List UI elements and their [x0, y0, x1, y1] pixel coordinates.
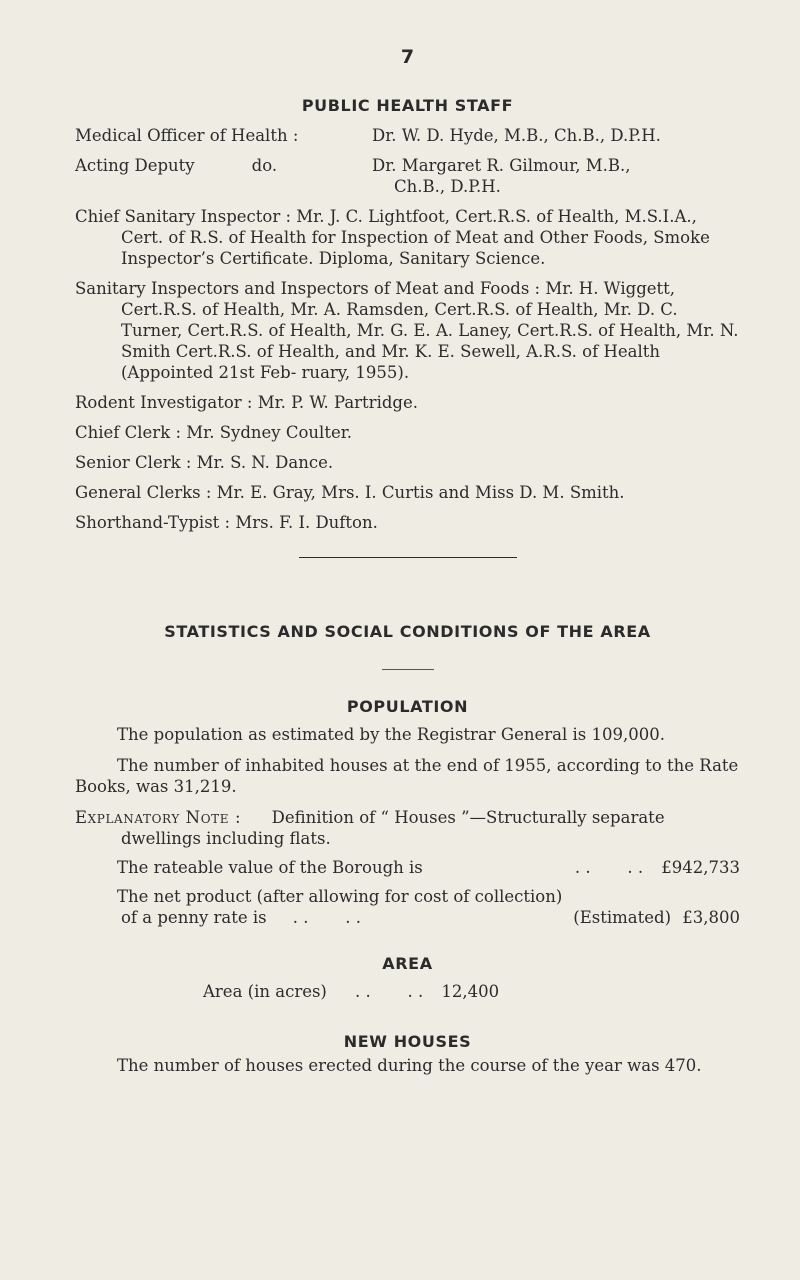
- explanatory-note-label: Explanatory Note :: [75, 808, 242, 827]
- deputy-label: Acting Deputy: [75, 156, 195, 175]
- sanitary-inspectors: Sanitary Inspectors and Inspectors of Meat and Foods : Mr. H. Wiggett, Cert.R.S. of Health, Mr. A. Ramsden, Cert.R.S. of Health, Mr. D. C. Turner, Cert.R.S. of Health, Mr. G. E. A. Laney, Cert.R.S. of Health, Mr. N. Smith Cert.R.S. of Health, and Mr. K. E. Sewell, A.R.S. of Health (Appointed 21st Feb- ruary, 1955).: [75, 279, 739, 382]
- explanatory-note-text: Definition of “ Houses ”—Structurally separate dwellings including flats.: [121, 808, 665, 848]
- rodent-investigator: Rodent Investigator : Mr. P. W. Partridge.: [75, 393, 418, 412]
- moh-row: [75, 125, 740, 146]
- deputy-value: [372, 155, 740, 197]
- new-houses-text: The number of houses erected during the course of the year was 470.: [117, 1056, 702, 1075]
- deputy-value-line1: Dr. Margaret R. Gilmour, M.B.,: [372, 156, 631, 175]
- rateable-value-amount: £942,733: [661, 858, 740, 877]
- net-product-right: [573, 907, 740, 928]
- area-heading: AREA: [382, 954, 433, 973]
- senior-clerk: Senior Clerk : Mr. S. N. Dance.: [75, 453, 334, 472]
- deputy-ditto: do.: [251, 156, 278, 175]
- deputy-row: [75, 155, 740, 197]
- net-product-label-text: of a penny rate is: [121, 908, 267, 927]
- net-product-row: [75, 907, 740, 928]
- chief-clerk: Chief Clerk : Mr. Sydney Coulter.: [75, 423, 353, 442]
- new-houses-heading: NEW HOUSES: [343, 1032, 472, 1051]
- population-heading: POPULATION: [346, 697, 469, 716]
- inhabited-houses: The number of inhabited houses at the end of 1955, according to the Rate Books, was 31,219.: [75, 756, 739, 796]
- population-section: [75, 724, 740, 928]
- moh-label: Medical Officer of Health :: [75, 126, 299, 145]
- general-clerks: General Clerks : Mr. E. Gray, Mrs. I. Curtis and Miss D. M. Smith.: [75, 483, 625, 502]
- net-product-estimated: (Estimated): [573, 908, 672, 927]
- short-divider: [382, 669, 434, 670]
- population-estimate: The population as estimated by the Registrar General is 109,000.: [117, 725, 665, 744]
- shorthand-typist: Shorthand-Typist : Mrs. F. I. Dufton.: [75, 513, 378, 532]
- page-number: 7: [400, 46, 415, 68]
- staff-section: [75, 125, 740, 533]
- rateable-value-right: [574, 857, 740, 878]
- area-row: [75, 981, 740, 1002]
- moh-value: Dr. W. D. Hyde, M.B., Ch.B., D.P.H.: [372, 126, 661, 145]
- area-label: Area (in acres): [203, 982, 327, 1001]
- statistics-heading: STATISTICS AND SOCIAL CONDITIONS OF THE AREA: [164, 622, 651, 641]
- staff-heading: PUBLIC HEALTH STAFF: [301, 96, 514, 115]
- area-dots: . . . .: [355, 982, 424, 1001]
- deputy-value-line2: Ch.B., D.P.H.: [394, 177, 501, 196]
- net-product-value: £3,800: [682, 908, 740, 927]
- document-page: [75, 40, 740, 1086]
- section-divider: [299, 557, 517, 558]
- rateable-dots: . . . .: [574, 858, 644, 877]
- explanatory-note: [75, 807, 740, 849]
- net-product-label: [121, 907, 362, 928]
- net-product-line1: The net product (after allowing for cost of collection): [117, 887, 563, 906]
- area-value: 12,400: [441, 982, 500, 1001]
- net-product-dots: . . . .: [292, 908, 361, 927]
- chief-sanitary-inspector: Chief Sanitary Inspector : Mr. J. C. Lightfoot, Cert.R.S. of Health, M.S.I.A., Cert. of R.S. of Health for Inspection of Meat and Other Foods, Smoke Inspector’s Certificate. Diploma, Sanitary Science.: [75, 207, 710, 268]
- rateable-value-row: [75, 857, 740, 878]
- deputy-label-cell: [75, 155, 372, 197]
- rateable-value-label: The rateable value of the Borough is: [117, 858, 423, 877]
